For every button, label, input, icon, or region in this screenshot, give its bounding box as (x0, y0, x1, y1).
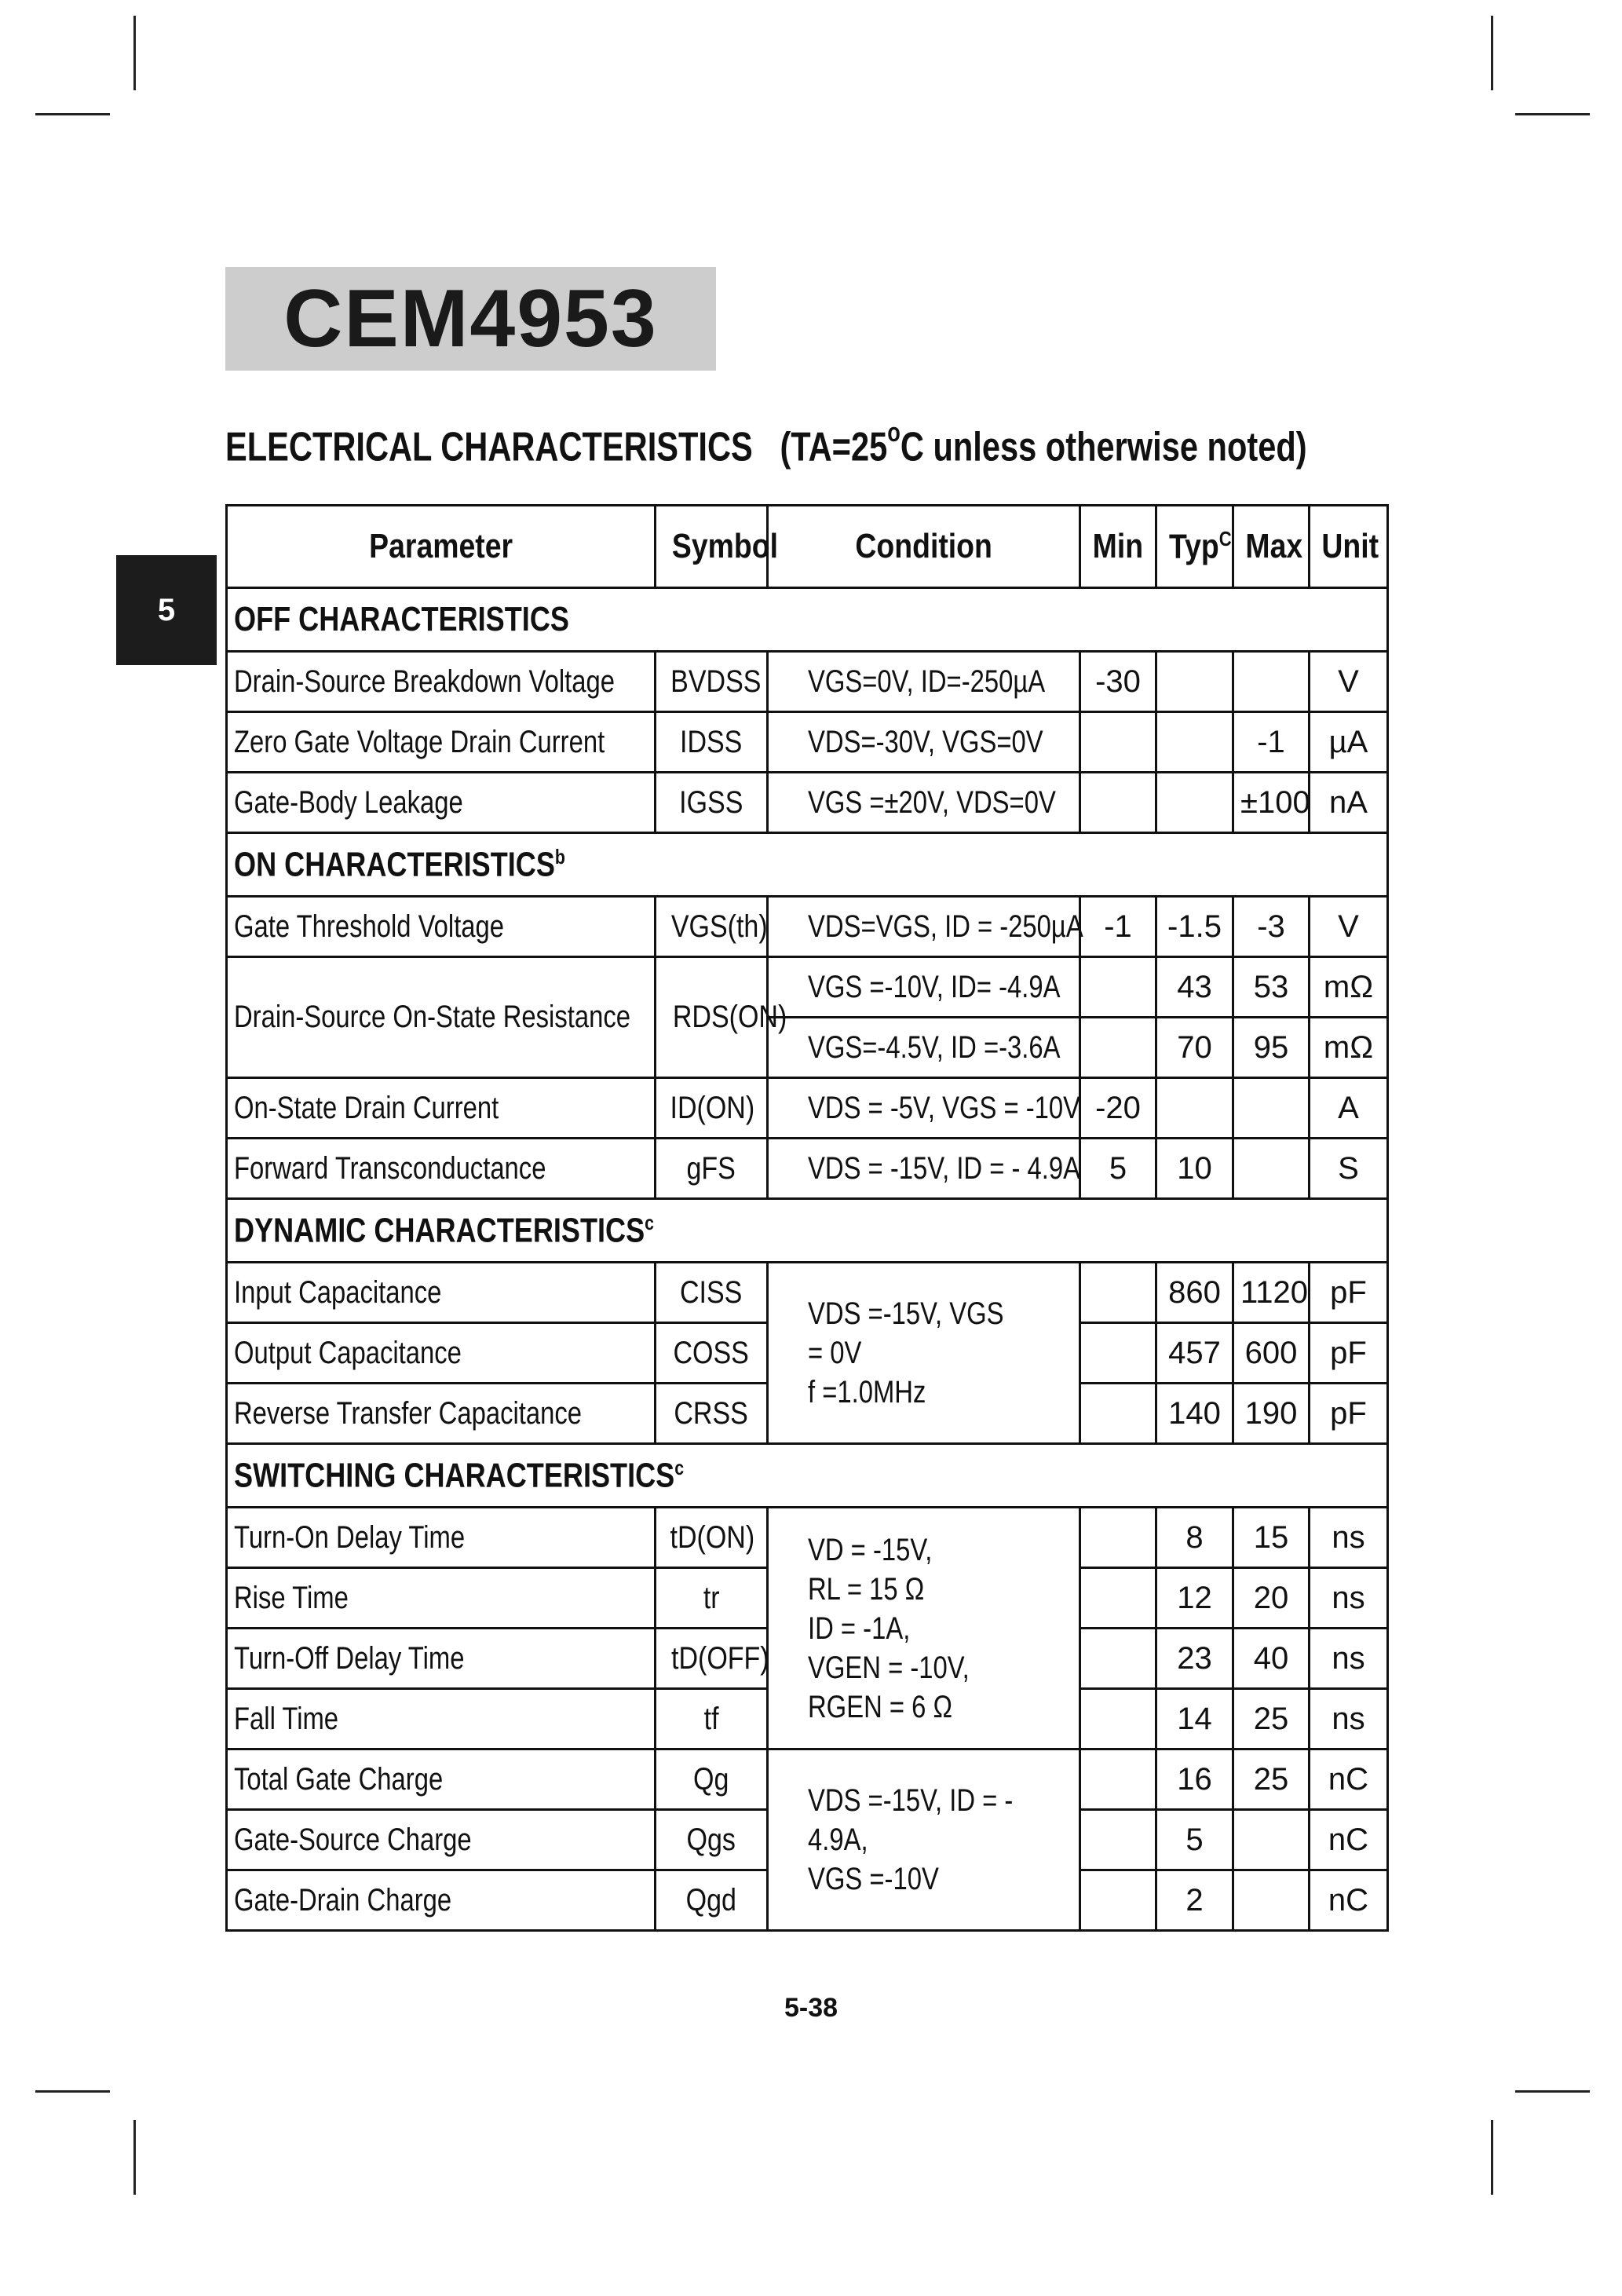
parameter-cell: Reverse Transfer Capacitance (227, 1384, 656, 1444)
header-unit: Unit (1310, 506, 1388, 588)
max-cell: -1 (1233, 712, 1310, 773)
typ-cell: 70 (1156, 1018, 1233, 1078)
condition-cell: VDS=-30V, VGS=0V (768, 712, 1080, 773)
table-row (227, 957, 1388, 1018)
parameter-cell: Fall Time (227, 1689, 656, 1749)
min-cell (1080, 1870, 1156, 1931)
symbol-cell: IDSS (656, 712, 768, 773)
condition-cell: VGS =±20V, VDS=0V (768, 773, 1080, 833)
symbol-cell: ID(ON) (656, 1078, 768, 1139)
header-typ: Typ$^C$ (1156, 506, 1233, 588)
parameter-cell: Gate-Body Leakage (227, 773, 656, 833)
header-symbol: Symbol (656, 506, 768, 588)
symbol-cell: CISS (656, 1263, 768, 1323)
unit-cell: ns (1310, 1629, 1388, 1689)
condition-cell: VDS=VGS, ID = -250µA (768, 897, 1080, 957)
symbol-cell: RDS(ON) (656, 957, 768, 1078)
header-max: Max (1233, 506, 1310, 588)
unit-cell: mΩ (1310, 1018, 1388, 1078)
max-cell (1233, 1139, 1310, 1199)
typ-cell: 12 (1156, 1568, 1233, 1629)
max-cell: 600 (1233, 1323, 1310, 1384)
heading-label: ELECTRICAL CHARACTERISTICS (225, 424, 753, 470)
symbol-cell: BVDSS (656, 652, 768, 712)
min-cell: 5 (1080, 1139, 1156, 1199)
dynamic-footnote: c (645, 1210, 655, 1234)
max-cell: 20 (1233, 1568, 1310, 1629)
unit-cell: pF (1310, 1263, 1388, 1323)
typ-cell: 8 (1156, 1508, 1233, 1568)
switching-footnote: c (674, 1455, 685, 1479)
crop-mark-tl-h (35, 113, 110, 115)
symbol-cell: tf (656, 1689, 768, 1749)
part-number-banner (225, 267, 716, 371)
min-cell (1080, 1384, 1156, 1444)
typ-cell: 140 (1156, 1384, 1233, 1444)
symbol-cell: Qg (656, 1749, 768, 1810)
table-row (227, 1508, 1388, 1568)
condition-cell: VGS =-10V, ID= -4.9A (768, 957, 1080, 1018)
min-cell (1080, 1749, 1156, 1810)
typ-cell: 14 (1156, 1689, 1233, 1749)
typ-cell: 23 (1156, 1629, 1233, 1689)
unit-cell: pF (1310, 1323, 1388, 1384)
parameter-cell: Gate-Source Charge (227, 1810, 656, 1870)
typ-cell: 2 (1156, 1870, 1233, 1931)
typ-cell (1156, 773, 1233, 833)
max-cell: 190 (1233, 1384, 1310, 1444)
max-cell: 95 (1233, 1018, 1310, 1078)
min-cell: -1 (1080, 897, 1156, 957)
charge-condition-cell: VDS =-15V, ID = - 4.9A, VGS =-10V (768, 1749, 1080, 1931)
symbol-cell: VGS(th) (656, 897, 768, 957)
unit-cell: V (1310, 652, 1388, 712)
condition-cell: VGS=-4.5V, ID =-3.6A (768, 1018, 1080, 1078)
min-cell: -20 (1080, 1078, 1156, 1139)
typ-cell: 457 (1156, 1323, 1233, 1384)
max-cell: 53 (1233, 957, 1310, 1018)
table-row (227, 897, 1388, 957)
parameter-cell: Zero Gate Voltage Drain Current (227, 712, 656, 773)
section-row-dynamic (227, 1199, 1388, 1263)
min-cell (1080, 1263, 1156, 1323)
chapter-tab (116, 555, 217, 665)
table-row (227, 1078, 1388, 1139)
typ-cell (1156, 712, 1233, 773)
parameter-cell: Turn-Off Delay Time (227, 1629, 656, 1689)
on-footnote: b (554, 844, 565, 868)
typ-cell (1156, 1078, 1233, 1139)
symbol-cell: IGSS (656, 773, 768, 833)
max-cell (1233, 652, 1310, 712)
parameter-cell: Output Capacitance (227, 1323, 656, 1384)
max-cell (1233, 1870, 1310, 1931)
max-cell: 15 (1233, 1508, 1310, 1568)
unit-cell: S (1310, 1139, 1388, 1199)
unit-cell: V (1310, 897, 1388, 957)
header-condition: Condition (768, 506, 1080, 588)
electrical-characteristics-table (225, 504, 1389, 1932)
symbol-cell: tD(ON) (656, 1508, 768, 1568)
unit-cell: ns (1310, 1689, 1388, 1749)
min-cell (1080, 1629, 1156, 1689)
typ-cell: 16 (1156, 1749, 1233, 1810)
typ-cell: 5 (1156, 1810, 1233, 1870)
parameter-cell: Total Gate Charge (227, 1749, 656, 1810)
typ-cell (1156, 652, 1233, 712)
table-row (227, 1139, 1388, 1199)
max-cell (1233, 1078, 1310, 1139)
header-min: Min (1080, 506, 1156, 588)
heading-note-prefix: (TA=25 (780, 424, 888, 470)
parameter-cell: Input Capacitance (227, 1263, 656, 1323)
parameter-cell: Rise Time (227, 1568, 656, 1629)
min-cell (1080, 1508, 1156, 1568)
max-cell (1233, 1810, 1310, 1870)
section-heading (225, 418, 1307, 470)
symbol-cell: COSS (656, 1323, 768, 1384)
chapter-tab-label: 5 (157, 592, 176, 627)
crop-mark-tl-v (133, 16, 136, 90)
symbol-cell: gFS (656, 1139, 768, 1199)
unit-cell: nA (1310, 773, 1388, 833)
section-title-on: ON CHARACTERISTICS$^b$ (227, 833, 1388, 897)
page-number: 5-38 (784, 1993, 838, 2023)
parameter-cell: Turn-On Delay Time (227, 1508, 656, 1568)
symbol-cell: Qgd (656, 1870, 768, 1931)
typ-cell: 860 (1156, 1263, 1233, 1323)
capacitance-condition-cell: VDS =-15V, VGS = 0V f =1.0MHz (768, 1263, 1080, 1444)
min-cell (1080, 1323, 1156, 1384)
unit-cell: nC (1310, 1749, 1388, 1810)
table-row (227, 652, 1388, 712)
section-row-switching (227, 1444, 1388, 1508)
unit-cell: A (1310, 1078, 1388, 1139)
condition-cell: VDS = -15V, ID = - 4.9A (768, 1139, 1080, 1199)
parameter-cell: On-State Drain Current (227, 1078, 656, 1139)
condition-cell: VGS=0V, ID=-250µA (768, 652, 1080, 712)
typ-footnote: C (1218, 526, 1232, 550)
condition-cell: VDS = -5V, VGS = -10V (768, 1078, 1080, 1139)
unit-cell: mΩ (1310, 957, 1388, 1018)
unit-cell: ns (1310, 1508, 1388, 1568)
min-cell: -30 (1080, 652, 1156, 712)
typ-cell: 43 (1156, 957, 1233, 1018)
table-row (227, 1749, 1388, 1810)
part-number-title: CEM4953 (283, 272, 658, 364)
parameter-cell: Gate Threshold Voltage (227, 897, 656, 957)
heading-note-suffix: C unless otherwise noted) (900, 424, 1307, 470)
symbol-cell: tr (656, 1568, 768, 1629)
parameter-cell: Forward Transconductance (227, 1139, 656, 1199)
min-cell (1080, 1689, 1156, 1749)
crop-mark-br-v (1491, 2120, 1493, 2195)
table-row (227, 712, 1388, 773)
max-cell: 1120 (1233, 1263, 1310, 1323)
switching-condition-cell: VD = -15V, RL = 15 Ω ID = -1A, VGEN = -10V, RGEN = 6 Ω (768, 1508, 1080, 1749)
max-cell: ±100 (1233, 773, 1310, 833)
section-title-dynamic: DYNAMIC CHARACTERISTICS$^c$ (227, 1199, 1388, 1263)
min-cell (1080, 1568, 1156, 1629)
table-row (227, 773, 1388, 833)
crop-mark-br-h (1515, 2090, 1590, 2093)
unit-cell: ns (1310, 1568, 1388, 1629)
max-cell: 40 (1233, 1629, 1310, 1689)
section-title-off: OFF CHARACTERISTICS (227, 588, 1388, 652)
crop-mark-bl-h (35, 2090, 110, 2093)
unit-cell: nC (1310, 1810, 1388, 1870)
header-parameter: Parameter (227, 506, 656, 588)
section-row-on (227, 833, 1388, 897)
min-cell (1080, 1810, 1156, 1870)
symbol-cell: Qgs (656, 1810, 768, 1870)
section-title-switching: SWITCHING CHARACTERISTICS$^c$ (227, 1444, 1388, 1508)
symbol-cell: CRSS (656, 1384, 768, 1444)
crop-mark-tr-v (1491, 16, 1493, 90)
parameter-cell: Drain-Source Breakdown Voltage (227, 652, 656, 712)
unit-cell: µA (1310, 712, 1388, 773)
max-cell: 25 (1233, 1749, 1310, 1810)
unit-cell: nC (1310, 1870, 1388, 1931)
symbol-cell: tD(OFF) (656, 1629, 768, 1689)
crop-mark-tr-h (1515, 113, 1590, 115)
typ-cell: 10 (1156, 1139, 1233, 1199)
typ-cell: -1.5 (1156, 897, 1233, 957)
header-row (227, 506, 1388, 588)
crop-mark-bl-v (133, 2120, 136, 2195)
section-row-off (227, 588, 1388, 652)
table-row (227, 1263, 1388, 1323)
parameter-cell: Drain-Source On-State Resistance (227, 957, 656, 1078)
parameter-cell: Gate-Drain Charge (227, 1870, 656, 1931)
unit-cell: pF (1310, 1384, 1388, 1444)
max-cell: -3 (1233, 897, 1310, 957)
degree-symbol: o (887, 418, 901, 448)
max-cell: 25 (1233, 1689, 1310, 1749)
